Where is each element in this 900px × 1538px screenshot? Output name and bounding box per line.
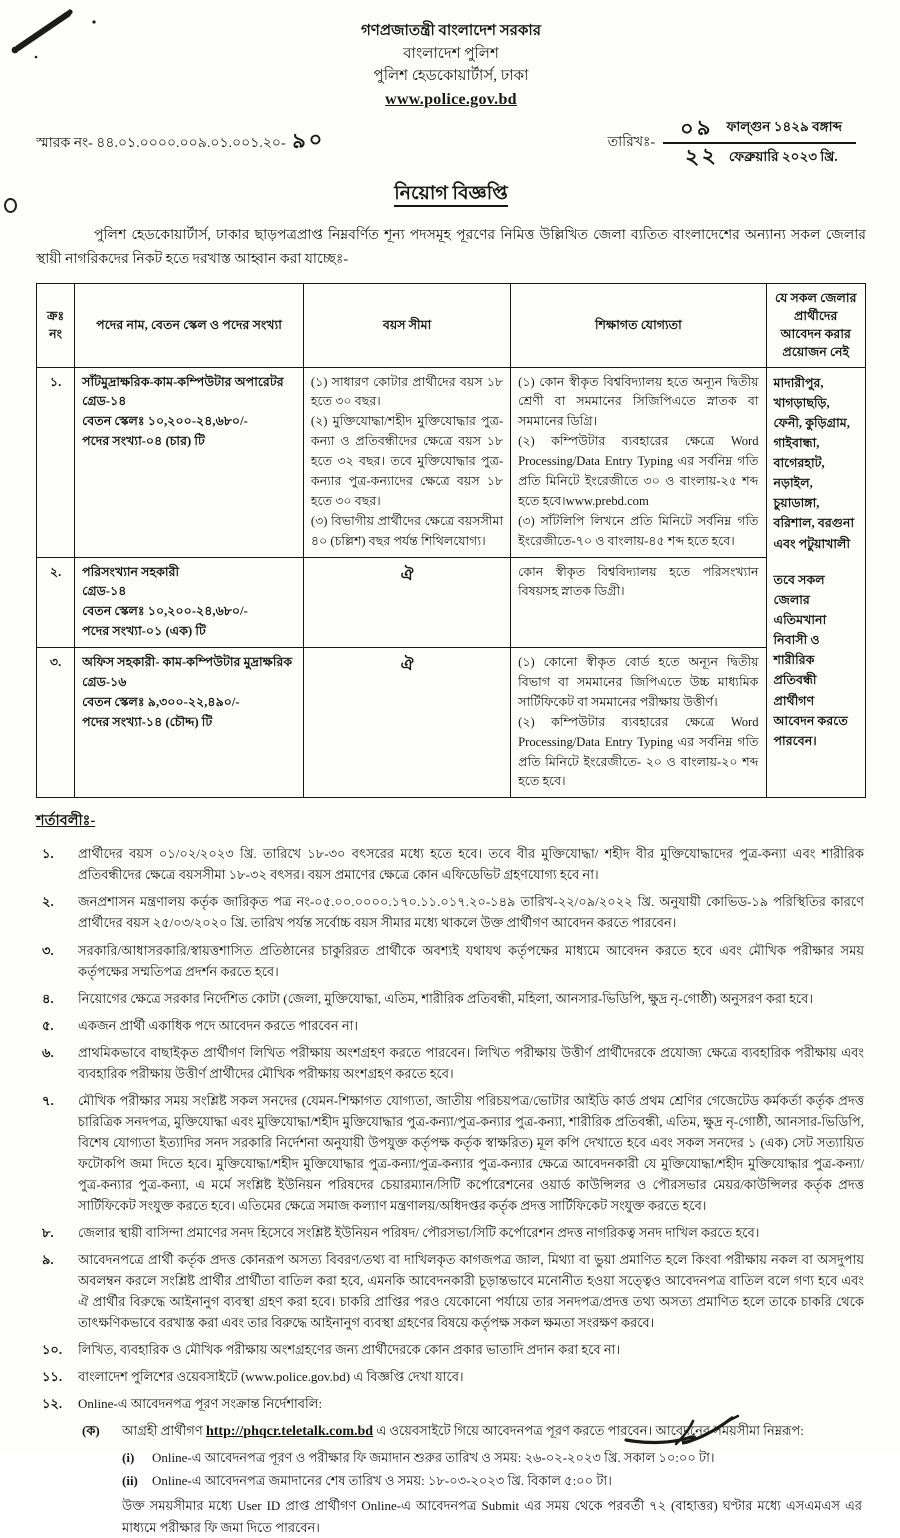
condition-text: আবেদনপত্রে প্রার্থী কর্তৃক প্রদত্ত কোনরূপ অসত্য বিবরণ/তথ্য বা দাখিলকৃত কাগজপত্র জাল, মিথ্যা বা ভুয়া প্রমাণিত হলে কিংবা পরীক্ষায় নকল বা অসদুপায় অবলম্বন করলে সংশ্লিষ্ট প্রার্থীর প্রার্থীতা বাতিল করা হবে, এমনকি আবেদনকারী চূড়ান্তভাবে মনোনীত হওয়া সত্ত্বেও আবেদনপত্র বাতিল বলে গণ্য হবে এবং ঐ প্রার্থীর বিরুদ্ধে আইনানুগ ব্যবস্থা গ্রহণ করা হবে। চাকরি প্রাপ্তির পরও যেকোনো পর্যায়ে তার সনদপত্র/প্রদত্ত তথ্য অসত্য প্রমাণিত হলে তাকে চাকরি থেকে তাৎক্ষণিকভাবে বরখাস্ত করা এবং তার বিরুদ্ধে আইনানুগ ব্যবস্থা গ্রহণের বিষয়ে কর্তৃপক্ষ সকল ক্ষমতা সংরক্ষণ করবে। xyxy=(78,1252,864,1331)
government-name: গণপ্রজাতন্ত্রী বাংলাদেশ সরকার xyxy=(360,23,542,39)
condition-item xyxy=(42,1249,866,1333)
header-serial: ক্রঃ নং xyxy=(37,283,75,367)
condition-text: লিখিত, ব্যবহারিক ও মৌখিক পরীক্ষায় অংশগ্রহণের জন্য প্রার্থীদেরকে কোন প্রকার ভাতাদি প্রদান করা হবে না। xyxy=(78,1342,621,1358)
end-date-text: Online-এ আবেদনপত্র জমাদানের শেষ তারিখ ও সময়: ১৮-০৩-২০২৩ খ্রি. বিকাল ৫:০০ টা। xyxy=(152,1473,612,1489)
education-clause: (৩) সাঁটলিপি লিখনে প্রতি মিনিটে সর্বনিম্ন গতি ইংরেজীতে-৭০ ও বাংলায়-৪৫ শব্দ হতে হবে। xyxy=(518,513,759,548)
gregorian-date xyxy=(663,144,856,169)
age-clause: (২) মুক্তিযোদ্ধা/শহীদ মুক্তিযোদ্ধার পুত্র-কন্যা ও প্রতিবন্ধীদের ক্ষেত্রে বয়স ১৮ হতে ৩২ বছর। তবে মুক্তিযোদ্ধার পুত্র-কন্যার পুত্র-কন্যাদের ক্ষেত্রে বয়স ১৮ হতে ৩০ বছর। xyxy=(310,414,504,508)
condition-text: একজন প্রার্থী একাধিক পদে আবেদন করতে পারবেন না। xyxy=(78,1017,359,1033)
signature-mark xyxy=(620,1410,750,1450)
education-clause: (১) কোনো স্বীকৃত বোর্ড হতে অন্যূন দ্বিতীয় বিভাগ বা সমমানের জিপিএতে উচ্চ মাধ্যমিক সার্টিফিকেট বা সমমানের পরীক্ষায় উত্তীর্ণ। xyxy=(518,655,759,709)
bangla-date-text: ফাল্গুন ১৪২৯ বঙ্গাব্দ xyxy=(726,118,842,134)
condition-item xyxy=(42,988,866,1009)
condition-item xyxy=(42,940,866,982)
row2-age-ditto: ঐ xyxy=(303,557,510,648)
online-instruction-i xyxy=(122,1448,866,1469)
row1-age-cell xyxy=(303,367,510,557)
intro-paragraph: পুলিশ হেডকোয়ার্টার্স, ঢাকার ছাড়পত্রপ্রাপ্ত নিম্নবর্ণিত শূন্য পদসমূহ পূরণের নিমিত্ত উল্লিখিত জেলা ব্যতিত বাংলাদেশের অন্যান্য সকল জেলার স্থায়ী নাগরিকদের নিকট হতে দরখাস্ত আহ্বান করা যাচ্ছেঃ- xyxy=(36,227,866,267)
education-clause: কোন স্বীকৃত বিশ্ববিদ্যালয় হতে পরিসংখ্যান বিষয়সহ স্নাতক ডিগ্রী। xyxy=(518,564,759,599)
condition-item xyxy=(42,1015,866,1036)
bangla-date xyxy=(663,116,856,144)
row3-post-cell xyxy=(75,648,304,798)
bangla-day-handwritten: ০৯ xyxy=(679,114,715,141)
post-count: পদের সংখ্যা-১৪ (চৌদ্দ) টি xyxy=(82,714,213,729)
header-district: যে সকল জেলার প্রার্থীদের আবেদন করার প্রয়োজন নেই xyxy=(766,283,866,367)
online-instruction-ii xyxy=(122,1471,866,1492)
row2-post-cell xyxy=(75,557,304,648)
condition-text: বাংলাদেশ পুলিশের ওয়েবসাইটে (www.police.gov.bd) এ বিজ্ঞপ্তি দেখা যাবে। xyxy=(78,1369,464,1385)
ka-label: (ক) xyxy=(82,1423,100,1439)
organization-name: বাংলাদেশ পুলিশ xyxy=(403,45,499,62)
memo-handwritten-number: ৯০ xyxy=(291,126,327,153)
post-grade: গ্রেড-১৬ xyxy=(82,674,127,689)
date-block xyxy=(608,116,856,169)
date-fraction xyxy=(663,116,856,169)
gregorian-day-handwritten: ২২ xyxy=(683,142,719,169)
condition-text: নিয়োগের ক্ষেত্রে সরকার নির্দেশিত কোটা (জেলা, মুক্তিযোদ্ধা, এতিম, শারীরিক প্রতিবন্ধী, মহিলা, আনসার-ভিডিপি, ক্ষুদ্র নৃ-গোষ্ঠী) অনুসরণ করা হবে। xyxy=(78,990,814,1006)
pen-stroke-mark xyxy=(4,4,104,60)
post-pay-scale: বেতন স্কেলঃ ৯,৩০০-২২,৪৯০/- xyxy=(82,694,240,709)
condition-number: ৭. xyxy=(42,1092,54,1108)
condition-text: Online-এ আবেদনপত্র পূরণ সংক্রান্ত নির্দেশাবলি: xyxy=(78,1396,323,1412)
district-exclusion-cell xyxy=(766,367,866,798)
condition-text: প্রার্থীদের বয়স ০১/০২/২০২৩ খ্রি. তারিখে ১৮-৩০ বৎসরের মধ্যে হতে হবে। তবে বীর মুক্তিযোদ্ধা/ শহীদ বীর মুক্তিযোদ্ধাদের পুত্র-কন্যা এবং শারীরিক প্রতিবন্ধীদের ক্ষেত্রে বয়সসীমা ১৮-৩২ বৎসর। বয়স প্রমাণের ক্ষেত্রে কোন এফিডেভিট গ্রহণযোগ্য হবে না। xyxy=(78,846,864,883)
excluded-districts: মাদারীপুর, খাগড়াছড়ি, ফেনী, কুড়িগ্রাম, গাইবান্ধা, বাগেরহাট, নড়াইল, চুয়াডাঙ্গা, বরিশাল, বরগুনা এবং পটুয়াখালী xyxy=(773,375,855,551)
condition-number: ৬. xyxy=(42,1044,54,1060)
post-grade: গ্রেড-১৪ xyxy=(82,584,127,599)
condition-number: ১১. xyxy=(42,1369,63,1385)
row2-serial: ২. xyxy=(37,557,75,648)
post-name: পরিসংখ্যান সহকারী xyxy=(82,564,180,579)
post-pay-scale: বেতন স্কেলঃ ১০,২০০-২৪,৬৮০/- xyxy=(82,604,248,619)
post-pay-scale: বেতন স্কেলঃ ১০,২০০-২৪,৬৮০/- xyxy=(82,414,248,429)
post-count: পদের সংখ্যা-০১ (এক) টি xyxy=(82,624,206,639)
condition-number: ২. xyxy=(42,894,54,910)
age-clause: (৩) বিভাগীয় প্রার্থীদের ক্ষেত্রে বয়সসীমা ৪০ (চল্লিশ) বছর পর্যন্ত শিথিলযোগ্য। xyxy=(310,513,504,548)
i-label: (i) xyxy=(122,1449,135,1465)
header-education: শিক্ষাগত যোগ্যতা xyxy=(511,283,766,367)
conditions-heading: শর্তাবলীঃ- xyxy=(36,813,96,830)
row2-education-cell xyxy=(511,557,766,648)
table-row xyxy=(37,367,866,557)
condition-text: প্রাথমিকভাবে বাছাইকৃত প্রার্থীগণ লিখিত পরীক্ষায় অংশগ্রহণ করতে পারবেন। লিখিত পরীক্ষায় উত্তীর্ণ প্রার্থীদেরকে প্রযোজ্য ক্ষেত্রে ব্যবহারিক পরীক্ষায় এবং ব্যবহারিক পরীক্ষায় উত্তীর্ণ প্রার্থীদের মৌখিক পরীক্ষায় অংশগ্রহণ করতে হবে। xyxy=(78,1044,864,1081)
pen-oval-mark xyxy=(4,198,17,213)
ii-label: (ii) xyxy=(122,1473,138,1489)
condition-number: ১. xyxy=(42,846,54,862)
post-count: পদের সংখ্যা-০৪ (চার) টি xyxy=(82,434,205,449)
table-row xyxy=(37,557,866,648)
post-name: অফিস সহকারী- কাম-কম্পিউটার মুদ্রাক্ষরিক xyxy=(82,655,293,670)
row1-post-cell xyxy=(75,367,304,557)
condition-number: ১০. xyxy=(42,1342,63,1358)
education-clause: (২) কম্পিউটার ব্যবহারের ক্ষেত্রে Word Processing/Data Entry Typing এর সর্বনিম্ন গতি প্রতি মিনিটে ইংরেজীতে- ২০ ও বাংলায়-২০ শব্দ হতে হবে। xyxy=(518,714,759,789)
title-wrap xyxy=(36,179,866,211)
education-clause: (২) কম্পিউটার ব্যবহারের ক্ষেত্রে Word Processing/Data Entry Typing এর সর্বনিম্ন গতি প্রতি মিনিটে ইংরেজীতে ৩০ ও বাংলায়-২৫ শব্দ হতে হবে।www.prebd.com xyxy=(518,434,759,508)
memo-number xyxy=(36,116,328,155)
condition-number: ৯. xyxy=(42,1252,54,1268)
letterhead xyxy=(36,20,866,112)
education-clause: (১) কোন স্বীকৃত বিশ্ববিদ্যালয় হতে অন্যূন দ্বিতীয় শ্রেণী বা সমমানের সিজিপিএতে স্নাতক বা সমমানের ডিগ্রি। xyxy=(518,374,759,429)
condition-item xyxy=(42,1090,866,1216)
row1-education-cell xyxy=(511,367,766,557)
district-note: তবে সকল জেলার এতিমখানা নিবাসী ও শারীরিক প্রতিবন্ধী প্রার্থীগণ আবেদন করতে পারবেন। xyxy=(773,572,848,748)
header-age: বয়স সীমা xyxy=(303,283,510,367)
table-header-row xyxy=(37,283,866,367)
condition-text: জেলার স্থায়ী বাসিন্দা প্রমাণের সনদ হিসেবে সংশ্লিষ্ট ইউনিয়ন পরিষদ/ পৌরসভা/সিটি কর্পোরেশন প্রদত্ত নাগরিকত্ব সনদ দাখিল করতে হবে। xyxy=(78,1225,760,1241)
condition-text: সরকারি/আধাসরকারি/স্বায়ত্তশাসিত প্রতিষ্ঠানের চাকুরিরত প্রার্থীকে অবশ্যই যথাযথ কর্তৃপক্ষের মাধ্যমে আবেদন করতে হবে এবং মৌখিক পরীক্ষার সময় কর্তৃপক্ষের সম্মতিপত্র প্রদর্শন করতে হবে। xyxy=(78,942,864,979)
header-post: পদের নাম, বেতন স্কেল ও পদের সংখ্যা xyxy=(75,283,304,367)
condition-item xyxy=(42,1042,866,1084)
row3-serial: ৩. xyxy=(37,648,75,798)
condition-number: ১২. xyxy=(42,1396,63,1412)
condition-item xyxy=(42,1339,866,1360)
conditions-list xyxy=(36,843,866,1414)
condition-text: জনপ্রশাসন মন্ত্রণালয় কর্তৃক জারিকৃত পত্র নং-০৫.০০.০০০০.১৭০.১১.০১৭.২০-১৪৯ তারিখ-২২/০৯/২০২২ খ্রি. অনুযায়ী কোভিড-১৯ পরিস্থিতির কারণে প্রার্থীদের বয়স ২৫/০৩/২০২০ খ্রি. তারিখ পর্যন্ত সর্বোচ্চ বয়স সীমার মধ্যে থাকলে উক্ত প্রার্থীগণ আবেদন করতে পারবেন। xyxy=(78,894,864,931)
condition-item xyxy=(42,843,866,885)
condition-number: ৪. xyxy=(42,990,54,1006)
condition-item xyxy=(42,1222,866,1243)
condition-item xyxy=(42,1366,866,1387)
application-url-link[interactable]: http://phqcr.teletalk.com.bd xyxy=(205,1424,374,1440)
office-name: পুলিশ হেডকোয়ার্টার্স, ঢাকা xyxy=(373,68,529,84)
gregorian-date-text: ফেব্রুয়ারি ২০২৩ খ্রি. xyxy=(728,148,838,164)
date-label: তারিখঃ- xyxy=(607,135,656,150)
vacancy-table xyxy=(36,283,866,799)
condition-number: ৩. xyxy=(42,942,54,958)
website-link[interactable]: www.police.gov.bd xyxy=(385,90,517,108)
table-row xyxy=(37,648,866,798)
fee-deadline-note: উক্ত সময়সীমার মধ্যে User ID প্রাপ্ত প্রার্থীগণ Online-এ আবেদনপত্র Submit এর সময় থেকে পরবর্তী ৭২ (বাহাত্তর) ঘণ্টার মধ্যে এসএমএস এর মাধ্যমে পরীক্ষার ফি জমা দিতে পারবেন। xyxy=(122,1498,862,1535)
condition-item xyxy=(42,891,866,933)
start-date-text: Online-এ আবেদনপত্র পূরণ ও পরীক্ষার ফি জমাদান শুরুর তারিখ ও সময়: ২৬-০২-২০২৩ খ্রি. সকাল ১০:০০ টা। xyxy=(152,1449,715,1465)
ka-text xyxy=(122,1420,866,1443)
row3-education-cell xyxy=(511,648,766,798)
row3-age-ditto: ঐ xyxy=(303,648,510,798)
age-clause: (১) সাধারণ কোটার প্রার্থীদের বয়স ১৮ হতে ৩০ বছর। xyxy=(310,374,504,409)
condition-number: ৫. xyxy=(42,1017,54,1033)
post-name: সাঁটমুদ্রাক্ষরিক-কাম-কম্পিউটার অপারেটর xyxy=(82,374,284,389)
ka-text-pre: আগ্রহী প্রার্থীগণ xyxy=(122,1423,203,1439)
page-title: নিয়োগ বিজ্ঞপ্তি xyxy=(394,183,508,207)
post-grade: গ্রেড-১৪ xyxy=(82,394,127,409)
row1-serial: ১. xyxy=(37,367,75,557)
memo-date-row xyxy=(36,116,866,169)
memo-label: স্মারক নং- ৪৪.০১.০০০০.০০৯.০১.০০১.২০- xyxy=(36,135,286,151)
condition-text: মৌখিক পরীক্ষার সময় সংশ্লিষ্ট সকল সনদের (যেমন-শিক্ষাগত যোগ্যতা, জাতীয় পরিচয়পত্র/ভোটার আইডি কার্ড প্রথম শ্রেণির গেজেটেড কর্মকর্তা কর্তৃক প্রদত্ত চারিত্রিক সনদপত্র, মুক্তিযোদ্ধা এবং মুক্তিযোদ্ধা/শহীদ মুক্তিযোদ্ধার পুত্র-কন্যা/পুত্র-কন্যার পুত্র-কন্যা, শারীরিক প্রতিবন্ধী, এতিম, ক্ষুদ্র নৃ-গোষ্ঠী, আনসার-ভিডিপি, বিশেষ যোগ্যতা ইত্যাদির সনদ সরকারি নির্দেশনা অনুযায়ী উপযুক্ত কর্তৃপক্ষ কর্তৃক স্বাক্ষরিত) মূল কপি দেখাতে হবে এবং সকল সনদের ১ (এক) সেট সত্যায়িত ফটোকপি জমা দিতে হবে। মুক্তিযোদ্ধা/শহীদ মুক্তিযোদ্ধার পুত্র-কন্যা/পুত্র-কন্যার পুত্র-কন্যার ক্ষেত্রে আবেদনকারী যে মুক্তিযোদ্ধা/শহীদ মুক্তিযোদ্ধার পুত্র-কন্যা/পুত্র-কন্যার পুত্র-কন্যা, এ মর্মে সংশ্লিষ্ট ইউনিয়ন পরিষদের চেয়ারম্যান/সিটি কর্পোরেশনের ওয়ার্ড কাউন্সিলর ও পৌরসভার মেয়র/কাউন্সিলর কর্তৃক প্রদত্ত সার্টিফিকেট সংযুক্ত করতে হবে। এতিমের ক্ষেত্রে সমাজ কল্যাণ মন্ত্রণালয়/অধিদপ্তর কর্তৃক প্রদত্ত সার্টিফিকেট সংযুক্ত করতে হবে। xyxy=(78,1092,864,1214)
condition-number: ৮. xyxy=(42,1225,54,1241)
ka-text-post: এ ওয়েবসাইটে গিয়ে আবেদনপত্র পূরণ করতে পারবেন। আবেদনের সময়সীমা নিম্নরূপ: xyxy=(376,1423,804,1439)
